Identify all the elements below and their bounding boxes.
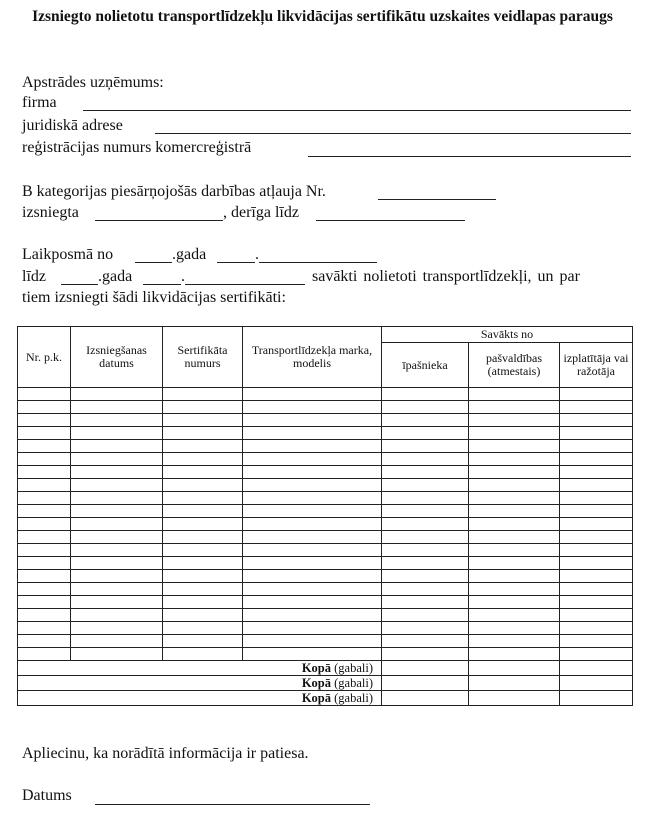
table-cell[interactable] bbox=[243, 479, 382, 492]
gada-label: .gada bbox=[172, 246, 207, 263]
table-cell[interactable] bbox=[71, 570, 163, 583]
table-cell[interactable] bbox=[243, 440, 382, 453]
from-month-field[interactable] bbox=[259, 262, 377, 263]
table-cell[interactable] bbox=[382, 492, 469, 505]
table-cell[interactable] bbox=[18, 544, 71, 557]
table-cell[interactable] bbox=[382, 583, 469, 596]
table-cell[interactable] bbox=[18, 518, 71, 531]
table-cell[interactable] bbox=[18, 609, 71, 622]
table-cell[interactable] bbox=[243, 401, 382, 414]
total-label: Kopā bbox=[301, 690, 331, 705]
table-cell[interactable] bbox=[469, 635, 560, 648]
table-cell[interactable] bbox=[243, 466, 382, 479]
table-cell[interactable] bbox=[71, 609, 163, 622]
table-cell[interactable] bbox=[71, 388, 163, 401]
table-row bbox=[18, 635, 633, 648]
table-cell[interactable] bbox=[163, 427, 243, 440]
table-cell[interactable] bbox=[163, 648, 243, 661]
total-cell[interactable] bbox=[382, 691, 469, 706]
table-cell[interactable] bbox=[243, 570, 382, 583]
table-cell[interactable] bbox=[560, 453, 633, 466]
table-cell[interactable] bbox=[469, 609, 560, 622]
table-cell[interactable] bbox=[163, 570, 243, 583]
table-cell[interactable] bbox=[560, 518, 633, 531]
col-header-nr: Nr. p.k. bbox=[18, 327, 71, 388]
table-cell[interactable] bbox=[71, 492, 163, 505]
table-cell[interactable] bbox=[469, 583, 560, 596]
table-cell[interactable] bbox=[163, 388, 243, 401]
table-cell[interactable] bbox=[71, 505, 163, 518]
table-cell[interactable] bbox=[560, 557, 633, 570]
table-cell[interactable] bbox=[163, 583, 243, 596]
table-row bbox=[18, 648, 633, 661]
table-cell[interactable] bbox=[163, 401, 243, 414]
table-row bbox=[18, 466, 633, 479]
to-day-field[interactable] bbox=[143, 284, 181, 285]
table-cell[interactable] bbox=[243, 505, 382, 518]
table-cell[interactable] bbox=[382, 440, 469, 453]
table-cell[interactable] bbox=[163, 596, 243, 609]
table-cell[interactable] bbox=[560, 583, 633, 596]
table-row bbox=[18, 388, 633, 401]
table-cell[interactable] bbox=[382, 648, 469, 661]
table-cell[interactable] bbox=[560, 622, 633, 635]
table-cell[interactable] bbox=[18, 427, 71, 440]
table-cell[interactable] bbox=[469, 570, 560, 583]
certification-text: Apliecinu, ka norādītā informācija ir patiesa. bbox=[22, 745, 309, 762]
permit-number-field[interactable] bbox=[378, 199, 496, 200]
col-header-municipality: pašvaldības (atmestais) bbox=[469, 343, 560, 388]
total-unit: (gabali) bbox=[334, 675, 373, 690]
table-cell[interactable] bbox=[382, 518, 469, 531]
table-cell[interactable] bbox=[71, 531, 163, 544]
table-cell[interactable] bbox=[243, 596, 382, 609]
table-cell[interactable] bbox=[560, 531, 633, 544]
table-row bbox=[18, 440, 633, 453]
table-cell[interactable] bbox=[243, 648, 382, 661]
table-cell[interactable] bbox=[71, 635, 163, 648]
collected-text: savākti nolietoti transportlīdzekļi, un par bbox=[312, 268, 580, 285]
table-row bbox=[18, 414, 633, 427]
table-cell[interactable] bbox=[163, 453, 243, 466]
table-cell[interactable] bbox=[18, 648, 71, 661]
col-header-collected-from: Savākts no bbox=[382, 327, 633, 343]
table-cell[interactable] bbox=[163, 544, 243, 557]
table-cell[interactable] bbox=[18, 492, 71, 505]
table-cell[interactable] bbox=[163, 622, 243, 635]
col-header-distributor: izplatītāja vai ražotāja bbox=[560, 343, 633, 388]
table-cell[interactable] bbox=[243, 531, 382, 544]
table-cell[interactable] bbox=[163, 609, 243, 622]
table-cell[interactable] bbox=[469, 440, 560, 453]
table-cell[interactable] bbox=[560, 427, 633, 440]
certificates-table bbox=[17, 326, 633, 706]
address-label: juridiskā adrese bbox=[22, 117, 123, 134]
period-from-label: Laikposmā no bbox=[22, 246, 114, 263]
table-cell[interactable] bbox=[18, 557, 71, 570]
table-cell[interactable] bbox=[560, 635, 633, 648]
form-title: Izsniegto nolietotu transportlīdzekļu likvidācijas sertifikātu uzskaites veidlapas paraugs bbox=[32, 8, 613, 25]
table-cell[interactable] bbox=[243, 557, 382, 570]
table-cell[interactable] bbox=[469, 466, 560, 479]
date-label: Datums bbox=[22, 787, 72, 804]
table-cell[interactable] bbox=[382, 609, 469, 622]
table-cell[interactable] bbox=[560, 466, 633, 479]
table-cell[interactable] bbox=[382, 544, 469, 557]
table-cell[interactable] bbox=[163, 518, 243, 531]
table-cell[interactable] bbox=[469, 622, 560, 635]
issued-date-field[interactable] bbox=[95, 220, 223, 221]
table-cell[interactable] bbox=[163, 557, 243, 570]
table-cell[interactable] bbox=[469, 479, 560, 492]
table-cell[interactable] bbox=[71, 544, 163, 557]
to-month-field[interactable] bbox=[185, 284, 305, 285]
table-cell[interactable] bbox=[18, 505, 71, 518]
table-cell[interactable] bbox=[469, 414, 560, 427]
table-cell[interactable] bbox=[243, 622, 382, 635]
table-cell[interactable] bbox=[382, 388, 469, 401]
total-cell[interactable] bbox=[560, 691, 633, 706]
total-row bbox=[18, 676, 633, 691]
table-cell[interactable] bbox=[163, 492, 243, 505]
table-cell[interactable] bbox=[469, 596, 560, 609]
table-cell[interactable] bbox=[243, 388, 382, 401]
table-cell[interactable] bbox=[382, 427, 469, 440]
table-row bbox=[18, 557, 633, 570]
table-row bbox=[18, 518, 633, 531]
table-cell[interactable] bbox=[560, 648, 633, 661]
certificates-intro: tiem izsniegti šādi likvidācijas sertifikāti: bbox=[22, 289, 286, 306]
table-cell[interactable] bbox=[560, 388, 633, 401]
table-cell[interactable] bbox=[469, 505, 560, 518]
total-cell[interactable] bbox=[469, 676, 560, 691]
table-cell[interactable] bbox=[18, 596, 71, 609]
table-cell[interactable] bbox=[18, 453, 71, 466]
table-cell[interactable] bbox=[18, 570, 71, 583]
table-cell[interactable] bbox=[243, 518, 382, 531]
table-cell[interactable] bbox=[469, 388, 560, 401]
table-cell[interactable] bbox=[469, 557, 560, 570]
table-cell[interactable] bbox=[18, 531, 71, 544]
total-cell[interactable] bbox=[382, 661, 469, 676]
total-cell[interactable] bbox=[382, 676, 469, 691]
table-row bbox=[18, 609, 633, 622]
gada-label-2: .gada bbox=[98, 268, 133, 285]
address-field[interactable] bbox=[155, 133, 631, 134]
table-row bbox=[18, 531, 633, 544]
table-cell[interactable] bbox=[71, 453, 163, 466]
table-cell[interactable] bbox=[560, 492, 633, 505]
table-cell[interactable] bbox=[18, 635, 71, 648]
table-cell[interactable] bbox=[71, 648, 163, 661]
table-cell[interactable] bbox=[243, 427, 382, 440]
table-cell[interactable] bbox=[469, 518, 560, 531]
total-unit: (gabali) bbox=[334, 690, 373, 705]
total-cell[interactable] bbox=[469, 661, 560, 676]
table-cell[interactable] bbox=[18, 388, 71, 401]
table-row bbox=[18, 544, 633, 557]
table-cell[interactable] bbox=[71, 427, 163, 440]
table-cell[interactable] bbox=[560, 414, 633, 427]
table-row bbox=[18, 401, 633, 414]
from-day-field[interactable] bbox=[217, 262, 255, 263]
table-row bbox=[18, 596, 633, 609]
table-cell[interactable] bbox=[243, 453, 382, 466]
table-cell[interactable] bbox=[71, 414, 163, 427]
table-cell[interactable] bbox=[382, 479, 469, 492]
firm-field[interactable] bbox=[83, 110, 631, 111]
table-cell[interactable] bbox=[382, 557, 469, 570]
table-row bbox=[18, 427, 633, 440]
table-cell[interactable] bbox=[560, 479, 633, 492]
total-label: Kopā bbox=[301, 660, 331, 675]
table-cell[interactable] bbox=[18, 479, 71, 492]
table-cell[interactable] bbox=[71, 440, 163, 453]
table-cell[interactable] bbox=[71, 466, 163, 479]
table-cell[interactable] bbox=[163, 635, 243, 648]
table-cell[interactable] bbox=[18, 583, 71, 596]
from-year-field[interactable] bbox=[135, 262, 172, 263]
table-cell[interactable] bbox=[71, 518, 163, 531]
table-cell[interactable] bbox=[243, 583, 382, 596]
table-cell[interactable] bbox=[469, 544, 560, 557]
registration-label: reģistrācijas numurs komercreģistrā bbox=[22, 139, 252, 156]
table-cell[interactable] bbox=[243, 544, 382, 557]
table-cell[interactable] bbox=[243, 414, 382, 427]
table-cell[interactable] bbox=[71, 583, 163, 596]
table-row bbox=[18, 583, 633, 596]
table-cell[interactable] bbox=[163, 466, 243, 479]
period-to-label: līdz bbox=[22, 268, 46, 285]
table-cell[interactable] bbox=[382, 570, 469, 583]
col-header-issue-date: Izsniegšanas datums bbox=[71, 327, 163, 388]
table-cell[interactable] bbox=[71, 401, 163, 414]
company-heading: Apstrādes uzņēmums: bbox=[22, 74, 164, 91]
col-header-vehicle: Transportlīdzekļa marka, modelis bbox=[243, 327, 382, 388]
total-cell[interactable] bbox=[560, 661, 633, 676]
to-year-field[interactable] bbox=[61, 284, 98, 285]
table-cell[interactable] bbox=[71, 479, 163, 492]
table-cell[interactable] bbox=[163, 505, 243, 518]
table-cell[interactable] bbox=[560, 570, 633, 583]
total-cell[interactable] bbox=[469, 691, 560, 706]
table-cell[interactable] bbox=[382, 596, 469, 609]
table-cell[interactable] bbox=[382, 505, 469, 518]
table-row bbox=[18, 570, 633, 583]
total-unit: (gabali) bbox=[334, 660, 373, 675]
table-cell[interactable] bbox=[469, 531, 560, 544]
total-row bbox=[18, 691, 633, 706]
table-cell[interactable] bbox=[163, 531, 243, 544]
table-cell[interactable] bbox=[382, 414, 469, 427]
permit-label: B kategorijas piesārņojošās darbības atļauja Nr. bbox=[22, 183, 326, 200]
table-cell[interactable] bbox=[18, 622, 71, 635]
table-row bbox=[18, 622, 633, 635]
table-cell[interactable] bbox=[18, 466, 71, 479]
firm-label: firma bbox=[22, 94, 57, 111]
table-row bbox=[18, 479, 633, 492]
table-row bbox=[18, 505, 633, 518]
col-header-owner: īpašnieka bbox=[382, 343, 469, 388]
total-label: Kopā bbox=[301, 675, 331, 690]
total-row bbox=[18, 661, 633, 676]
table-cell[interactable] bbox=[71, 622, 163, 635]
table-cell[interactable] bbox=[560, 544, 633, 557]
table-cell[interactable] bbox=[469, 648, 560, 661]
table-cell[interactable] bbox=[243, 635, 382, 648]
table-cell[interactable] bbox=[18, 414, 71, 427]
dot-label: . bbox=[255, 246, 259, 263]
registration-field[interactable] bbox=[308, 156, 631, 157]
table-cell[interactable] bbox=[243, 492, 382, 505]
table-cell[interactable] bbox=[163, 414, 243, 427]
table-row bbox=[18, 492, 633, 505]
table-cell[interactable] bbox=[71, 596, 163, 609]
table-cell[interactable] bbox=[382, 531, 469, 544]
table-cell[interactable] bbox=[560, 401, 633, 414]
table-cell[interactable] bbox=[382, 401, 469, 414]
issued-label: izsniegta bbox=[22, 204, 79, 221]
col-header-cert-number: Sertifikāta numurs bbox=[163, 327, 243, 388]
table-cell[interactable] bbox=[560, 505, 633, 518]
table-cell[interactable] bbox=[469, 427, 560, 440]
dot-label-2: . bbox=[181, 268, 185, 285]
valid-until-field[interactable] bbox=[316, 220, 465, 221]
valid-label: , derīga līdz bbox=[223, 204, 299, 221]
table-cell[interactable] bbox=[18, 440, 71, 453]
table-cell[interactable] bbox=[382, 466, 469, 479]
table-cell[interactable] bbox=[243, 609, 382, 622]
table-row bbox=[18, 453, 633, 466]
table-cell[interactable] bbox=[560, 596, 633, 609]
table-cell[interactable] bbox=[382, 453, 469, 466]
total-cell[interactable] bbox=[560, 676, 633, 691]
table-cell[interactable] bbox=[163, 479, 243, 492]
table-cell[interactable] bbox=[469, 453, 560, 466]
table-cell[interactable] bbox=[382, 635, 469, 648]
table-cell[interactable] bbox=[469, 492, 560, 505]
table-cell[interactable] bbox=[163, 440, 243, 453]
table-cell[interactable] bbox=[560, 440, 633, 453]
table-cell[interactable] bbox=[469, 401, 560, 414]
table-cell[interactable] bbox=[71, 557, 163, 570]
table-cell[interactable] bbox=[382, 622, 469, 635]
date-field[interactable] bbox=[95, 804, 370, 805]
table-cell[interactable] bbox=[560, 609, 633, 622]
table-cell[interactable] bbox=[18, 401, 71, 414]
